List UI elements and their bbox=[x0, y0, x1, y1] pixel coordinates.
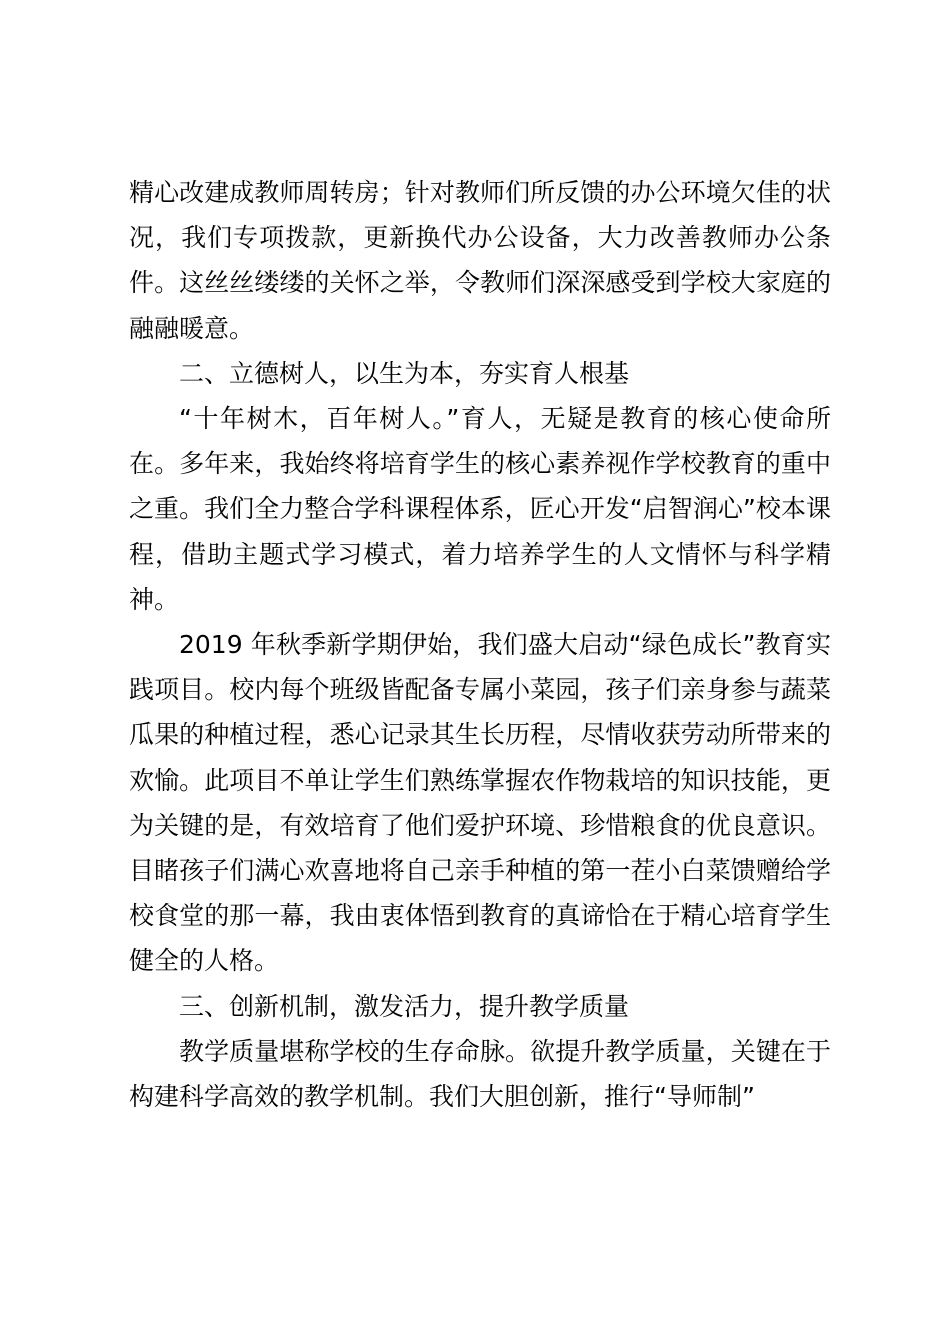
paragraph-continued: 精心改建成教师周转房；针对教师们所反馈的办公环境欠佳的状况，我们专项拨款，更新换代办公设备，大力改善教师办公条件。这丝丝缕缕的关怀之举，令教师们深深感受到学校大家庭的融融暖意。 bbox=[129, 178, 831, 343]
paragraph: “十年树木，百年树人。”育人，无疑是教育的核心使命所在。多年来，我始终将培育学生的核心素养视作学校教育的重中之重。我们全力整合学科课程体系，匠心开发“启智润心”校本课程，借助主题式学习模式，着力培养学生的人文情怀与科学精神。 bbox=[129, 404, 831, 614]
section-heading-2: 二、立德树人，以生为本，夯实育人根基 bbox=[179, 358, 630, 388]
body-text bbox=[129, 170, 831, 1119]
paragraph: 教学质量堪称学校的生存命脉。欲提升教学质量，关键在于构建科学高效的教学机制。我们大胆创新，推行“导师制” bbox=[129, 1036, 831, 1112]
paragraph: 2019 年秋季新学期伊始，我们盛大启动“绿色成长”教育实践项目。校内每个班级皆配备专属小菜园，孩子们亲身参与蔬菜瓜果的种植过程，悉心记录其生长历程，尽情收获劳动所带来的欢愉。此项目不单让学生们熟练掌握农作物栽培的知识技能，更为关键的是，有效培育了他们爱护环境、珍惜粮食的优良意识。目睹孩子们满心欢喜地将自己亲手种植的第一茬小白菜馈赠给学校食堂的那一幕，我由衷体悟到教育的真谛恰在于精心培育学生健全的人格。 bbox=[129, 630, 831, 976]
section-heading-3: 三、创新机制，激发活力，提升教学质量 bbox=[179, 991, 630, 1021]
